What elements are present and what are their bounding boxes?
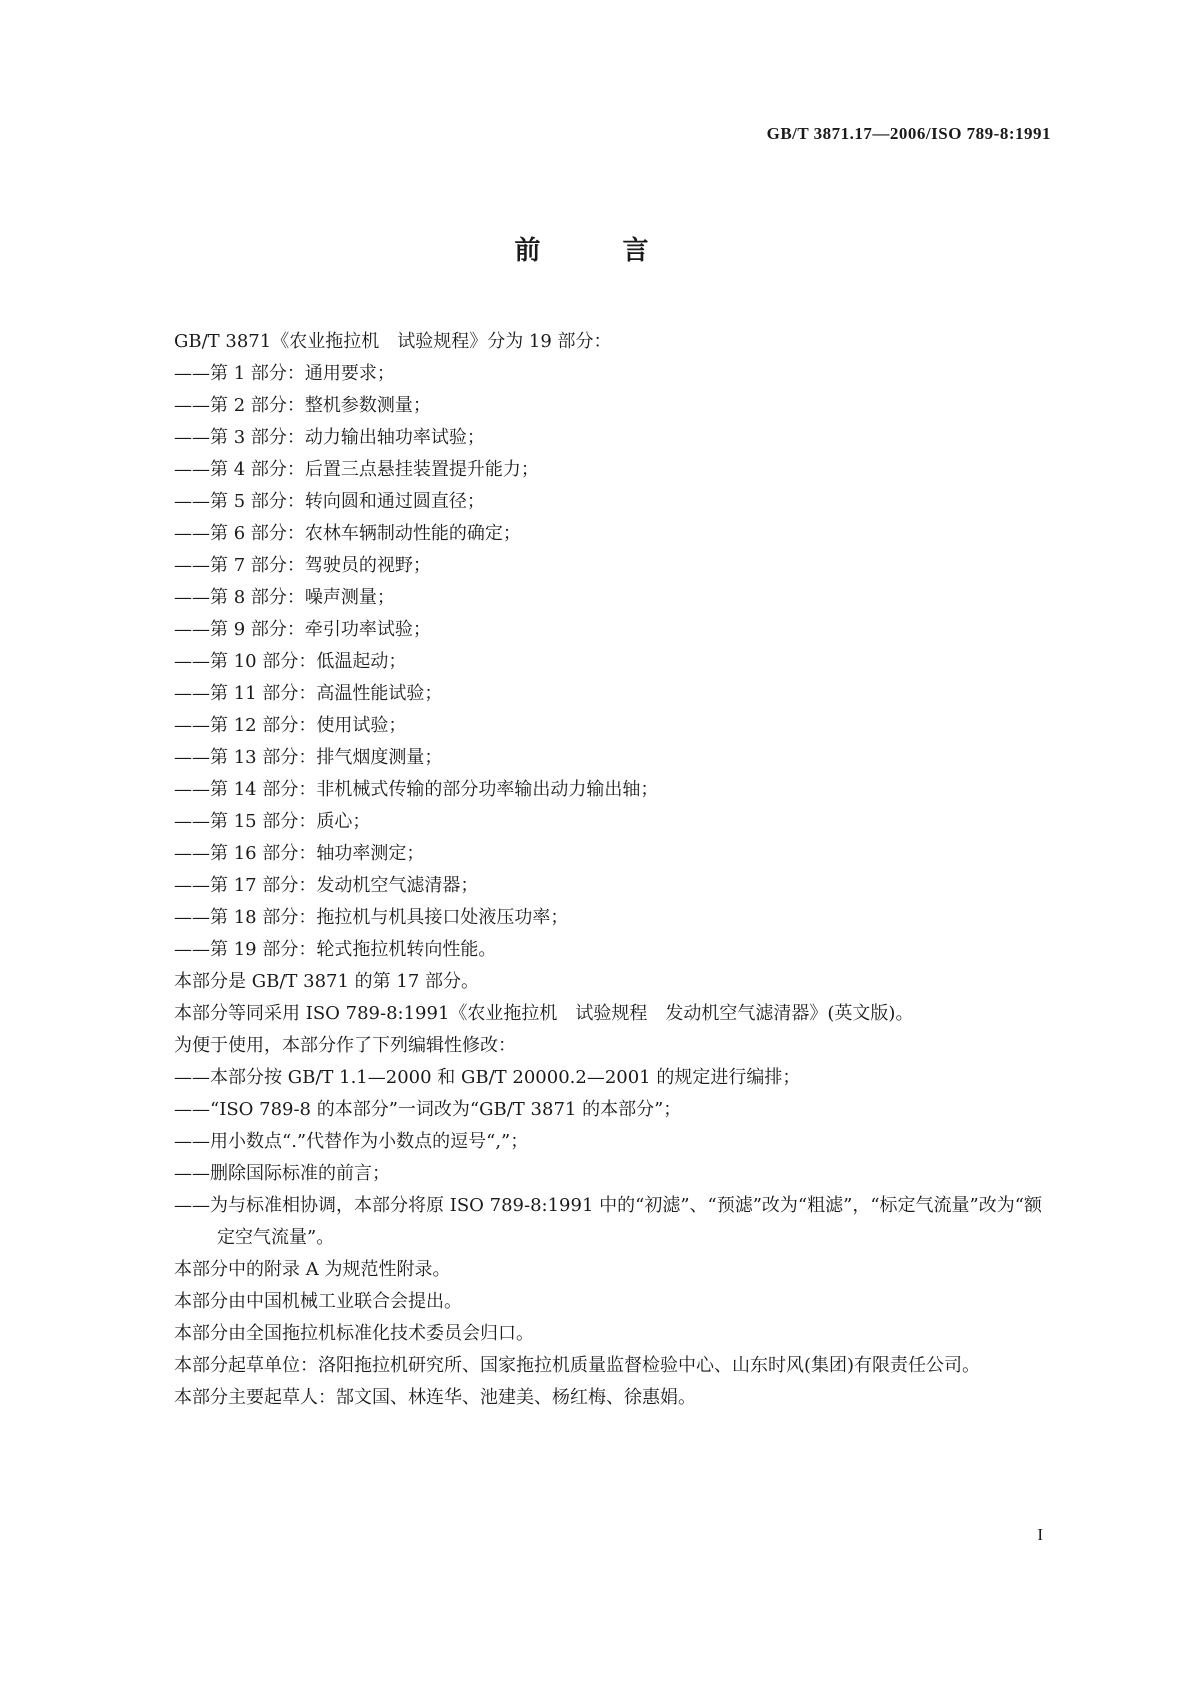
- proposed-by-paragraph: 本部分由中国机械工业联合会提出。: [174, 1291, 462, 1312]
- part-list-item: ——第 16 部分：轴功率测定；: [174, 843, 425, 864]
- part-list-item: ——第 8 部分：噪声测量；: [174, 587, 395, 608]
- part-list-item: ——第 1 部分：通用要求；: [174, 363, 395, 384]
- part-list-item: ——第 4 部分：后置三点悬挂装置提升能力；: [174, 459, 539, 480]
- part-list-item: ——第 19 部分：轮式拖拉机转向性能。: [174, 939, 497, 960]
- edits-intro-paragraph: 为便于使用，本部分作了下列编辑性修改：: [174, 1035, 516, 1056]
- part-list-item: ——第 7 部分：驾驶员的视野；: [174, 555, 431, 576]
- part-list-item: ——第 13 部分：排气烟度测量；: [174, 747, 443, 768]
- standard-number-header: GB/T 3871.17—2006/ISO 789-8:1991: [766, 124, 1051, 143]
- edit-list-item: ——删除国际标准的前言；: [174, 1163, 390, 1184]
- part-list-item: ——第 5 部分：转向圆和通过圆直径；: [174, 491, 485, 512]
- part-list-item: ——第 14 部分：非机械式传输的部分功率输出动力输出轴；: [174, 779, 659, 800]
- part-list-item: ——第 3 部分：动力输出轴功率试验；: [174, 427, 485, 448]
- part-list-item: ——第 10 部分：低温起动；: [174, 651, 407, 672]
- part-list-item: ——第 2 部分：整机参数测量；: [174, 395, 431, 416]
- part-list-item: ——第 12 部分：使用试验；: [174, 715, 407, 736]
- part-list-item: ——第 11 部分：高温性能试验；: [174, 683, 443, 704]
- part-list-item: ——第 18 部分：拖拉机与机具接口处液压功率；: [174, 907, 569, 928]
- drafters-paragraph: 本部分主要起草人：郜文国、林连华、池建美、杨红梅、徐惠娟。: [174, 1387, 696, 1408]
- part-list-item: ——第 9 部分：牵引功率试验；: [174, 619, 431, 640]
- part-list-item: ——第 17 部分：发动机空气滤清器；: [174, 875, 479, 896]
- centralized-by-paragraph: 本部分由全国拖拉机标准化技术委员会归口。: [174, 1323, 534, 1344]
- edit-list-item: ——为与标准相协调，本部分将原 ISO 789-8:1991 中的“初滤”、“预滤”改为“粗滤”，“标定气流量”改为“额定空气流量”。: [174, 1195, 1042, 1248]
- page-title: 前 言: [514, 236, 677, 266]
- intro-paragraph: GB/T 3871《农业拖拉机 试验规程》分为 19 部分：: [174, 331, 612, 352]
- part-number-paragraph: 本部分是 GB/T 3871 的第 17 部分。: [174, 971, 479, 992]
- annex-paragraph: 本部分中的附录 A 为规范性附录。: [174, 1259, 451, 1280]
- adoption-paragraph: 本部分等同采用 ISO 789-8:1991《农业拖拉机 试验规程 发动机空气滤清器》(英文版)。: [174, 1003, 914, 1024]
- edit-list-item: ——本部分按 GB/T 1.1—2000 和 GB/T 20000.2—2001 的规定进行编排；: [174, 1067, 801, 1088]
- drafting-units-paragraph: 本部分起草单位：洛阳拖拉机研究所、国家拖拉机质量监督检验中心、山东时风(集团)有限责任公司。: [174, 1355, 981, 1376]
- preface-body: [120, 326, 1050, 1414]
- page-number: I: [1037, 1525, 1043, 1544]
- edit-list-item: ——用小数点“.”代替作为小数点的逗号“,”；: [174, 1131, 529, 1152]
- parts-list: [120, 358, 1050, 966]
- edits-list: [120, 1062, 1050, 1254]
- edit-list-item: ——“ISO 789-8 的本部分”一词改为“GB/T 3871 的本部分”；: [174, 1099, 682, 1120]
- part-list-item: ——第 6 部分：农林车辆制动性能的确定；: [174, 523, 521, 544]
- part-list-item: ——第 15 部分：质心；: [174, 811, 371, 832]
